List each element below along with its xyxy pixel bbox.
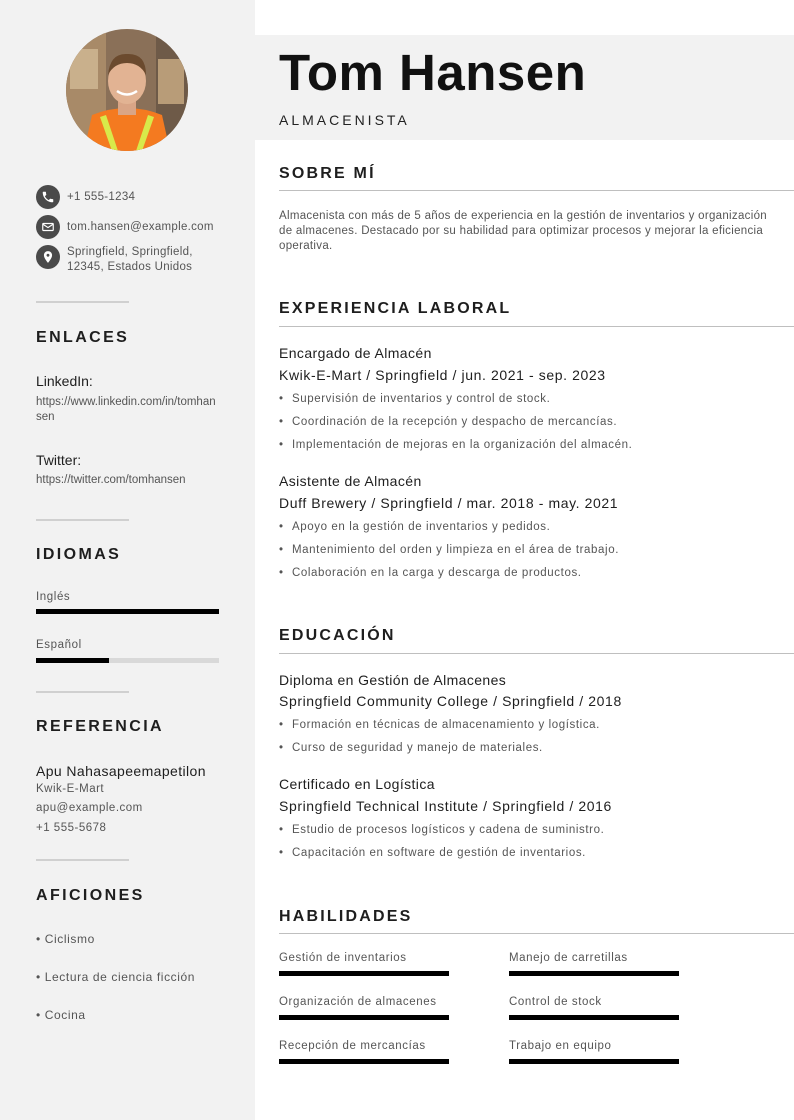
language-level-bar <box>36 658 219 663</box>
skill-level-fill <box>509 971 679 976</box>
skills-heading: HABILIDADES <box>279 908 413 925</box>
sidebar <box>0 0 255 1120</box>
job-bullet: • Colaboración en la carga y descarga de productos. <box>279 567 582 579</box>
section-rule <box>279 653 794 654</box>
skill-level-bar <box>279 971 449 976</box>
skill-level-fill <box>279 971 449 976</box>
hobby-item: • Ciclismo <box>36 932 95 946</box>
education-bullet: • Curso de seguridad y manejo de materiales. <box>279 742 543 754</box>
education-title: Diploma en Gestión de Almacenes <box>279 672 507 688</box>
candidate-role: ALMACENISTA <box>279 112 410 128</box>
links-heading: ENLACES <box>36 329 130 346</box>
contact-email <box>36 215 214 239</box>
education-bullet: • Capacitación en software de gestión de inventarios. <box>279 847 586 859</box>
job-bullet: • Mantenimiento del orden y limpieza en el área de trabajo. <box>279 544 619 556</box>
skill-name: Control de stock <box>509 996 602 1008</box>
address-line-1: Springfield, Springfield, <box>67 246 193 258</box>
language-name: Inglés <box>36 591 71 603</box>
contact-phone <box>36 185 135 209</box>
education-bullet: • Formación en técnicas de almacenamiento y logística. <box>279 719 600 731</box>
reference-name: Apu Nahasapeemapetilon <box>36 763 206 779</box>
divider <box>36 519 129 521</box>
divider <box>36 691 129 693</box>
skill-name: Gestión de inventarios <box>279 952 407 964</box>
skill-level-bar <box>509 1015 679 1020</box>
reference-company: Kwik-E-Mart <box>36 783 105 795</box>
location-pin-icon <box>36 245 60 269</box>
reference-email: apu@example.com <box>36 802 143 814</box>
skill-level-bar <box>279 1015 449 1020</box>
job-title: Encargado de Almacén <box>279 345 432 361</box>
experience-heading: EXPERIENCIA LABORAL <box>279 300 512 317</box>
divider <box>36 301 129 303</box>
language-name: Español <box>36 639 82 651</box>
education-subtitle: Springfield Community College / Springfield / 2018 <box>279 693 622 709</box>
education-heading: EDUCACIÓN <box>279 627 396 644</box>
language-level-fill <box>36 658 109 663</box>
skill-name: Trabajo en equipo <box>509 1040 612 1052</box>
job-bullet: • Implementación de mejoras en la organización del almacén. <box>279 439 633 451</box>
skill-name: Manejo de carretillas <box>509 952 628 964</box>
education-bullet: • Estudio de procesos logísticos y cadena de suministro. <box>279 824 605 836</box>
contact-address <box>36 245 193 275</box>
hobby-item: • Lectura de ciencia ficción <box>36 970 196 984</box>
about-text: Almacenista con más de 5 años de experiencia en la gestión de inventarios y organización de almacenes. Destacado por su habilidad para optimizar procesos y mejorar la eficiencia operativa. <box>279 210 767 252</box>
languages-heading: IDIOMAS <box>36 546 122 563</box>
education-subtitle: Springfield Technical Institute / Springfield / 2016 <box>279 798 612 814</box>
skill-level-fill <box>279 1015 449 1020</box>
linkedin-link[interactable]: https://www.linkedin.com/in/tomhansen <box>36 396 216 423</box>
address-text <box>67 245 193 275</box>
job-subtitle: Kwik-E-Mart / Springfield / jun. 2021 - sep. 2023 <box>279 367 606 383</box>
candidate-name: Tom Hansen <box>279 44 587 101</box>
skill-name: Recepción de mercancías <box>279 1040 426 1052</box>
job-title: Asistente de Almacén <box>279 473 422 489</box>
twitter-link[interactable]: https://twitter.com/tomhansen <box>36 474 186 486</box>
education-title: Certificado en Logística <box>279 776 435 792</box>
divider <box>36 859 129 861</box>
job-bullet: • Apoyo en la gestión de inventarios y pedidos. <box>279 521 551 533</box>
skill-level-fill <box>279 1059 449 1064</box>
skill-level-fill <box>509 1059 679 1064</box>
address-line-2: 12345, Estados Unidos <box>67 261 193 273</box>
job-bullet: • Supervisión de inventarios y control de stock. <box>279 393 551 405</box>
about-heading: SOBRE MÍ <box>279 165 376 182</box>
reference-heading: REFERENCIA <box>36 718 165 735</box>
section-rule <box>279 326 794 327</box>
email-icon <box>36 215 60 239</box>
profile-photo <box>66 29 188 151</box>
skill-level-bar <box>509 1059 679 1064</box>
skill-level-bar <box>509 971 679 976</box>
language-level-fill <box>36 609 219 614</box>
twitter-label: Twitter: <box>36 452 82 468</box>
reference-phone: +1 555-5678 <box>36 822 107 834</box>
hobbies-heading: AFICIONES <box>36 887 145 904</box>
job-subtitle: Duff Brewery / Springfield / mar. 2018 - may. 2021 <box>279 495 619 511</box>
language-level-bar <box>36 609 219 614</box>
skill-level-bar <box>279 1059 449 1064</box>
phone-text: +1 555-1234 <box>67 191 136 203</box>
phone-icon <box>36 185 60 209</box>
skill-name: Organización de almacenes <box>279 996 437 1008</box>
linkedin-label: LinkedIn: <box>36 373 93 389</box>
email-text: tom.hansen@example.com <box>67 221 214 233</box>
job-bullet: • Coordinación de la recepción y despacho de mercancías. <box>279 416 618 428</box>
hobby-item: • Cocina <box>36 1008 86 1022</box>
skill-level-fill <box>509 1015 679 1020</box>
section-rule <box>279 190 794 191</box>
section-rule <box>279 933 794 934</box>
